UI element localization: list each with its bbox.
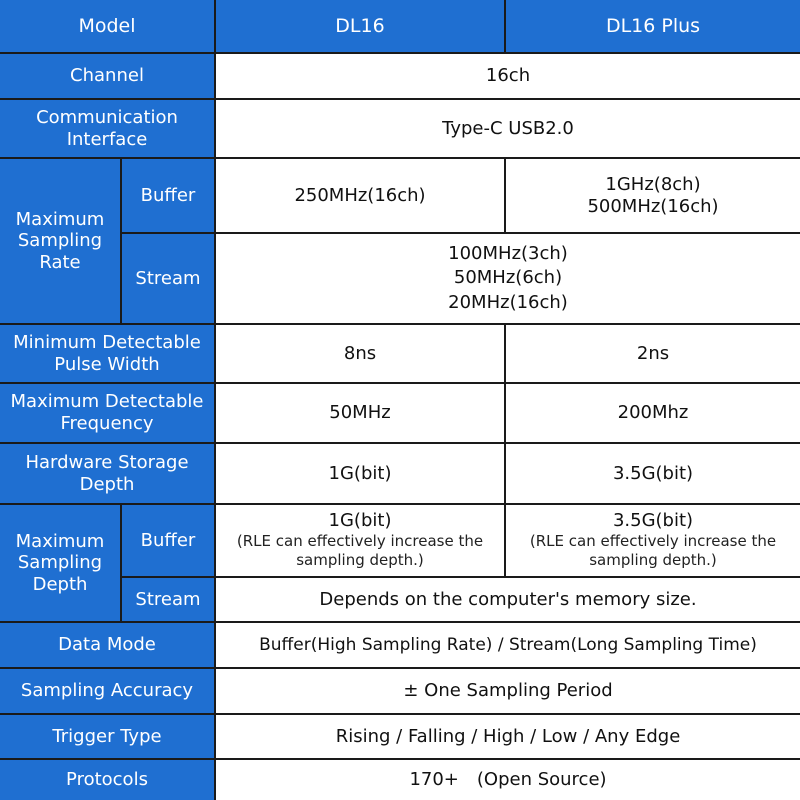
msr-buffer-plus-line1: 1GHz(8ch) [605, 173, 701, 195]
msd-stream-label: Stream [135, 588, 201, 610]
channel-value-cell [216, 54, 800, 100]
msr-buffer-plus-cell [506, 159, 800, 234]
min-pulse-plus: 2ns [636, 342, 670, 364]
row-label-max-sampling-rate [0, 159, 122, 325]
msr-label-line2: Sampling [17, 230, 103, 252]
min-pulse-plus-cell [506, 325, 800, 384]
min-pulse-dl16: 8ns [343, 342, 377, 364]
row-label-communication [0, 100, 216, 159]
msr-stream-label: Stream [135, 267, 201, 289]
comm-value-cell [216, 100, 800, 159]
row-label-min-pulse [0, 325, 216, 384]
msd-buffer-label-cell [122, 505, 216, 578]
comm-label-line1: Communication [36, 106, 178, 128]
max-freq-label-line1: Maximum Detectable [10, 391, 204, 413]
row-label-max-freq [0, 384, 216, 444]
row-label-protocols [0, 760, 216, 800]
trigger-value: Rising / Falling / High / Low / Any Edge [335, 725, 681, 747]
header-dl16-plus [506, 0, 800, 54]
msd-plus-note-line1: (RLE can effectively increase the [529, 531, 777, 550]
protocols-label: Protocols [66, 769, 148, 791]
header-model-text: Model [78, 14, 136, 37]
storage-plus: 3.5G(bit) [612, 462, 694, 484]
protocols-value: 170+ (Open Source) [409, 769, 607, 791]
msr-buffer-dl16-cell [216, 159, 506, 234]
msd-stream-value: Depends on the computer's memory size. [319, 588, 697, 610]
msd-label-line2: Sampling [17, 552, 103, 574]
comm-value: Type-C USB2.0 [442, 117, 574, 139]
row-label-max-depth [0, 505, 122, 623]
msd-label-line1: Maximum [15, 530, 105, 552]
min-pulse-label-line1: Minimum Detectable [13, 331, 201, 353]
msd-buffer-dl16-cell [216, 505, 506, 578]
channel-label: Channel [70, 65, 144, 87]
max-freq-dl16: 50MHz [329, 402, 391, 424]
row-label-accuracy [0, 669, 216, 715]
msd-buffer-dl16: 1G(bit) [328, 510, 392, 532]
msr-label-line3: Rate [39, 251, 81, 273]
msr-stream-label-cell [122, 234, 216, 325]
data-mode-value-cell [216, 623, 800, 669]
msd-label-line3: Depth [32, 573, 88, 595]
msd-stream-value-cell [216, 578, 800, 623]
header-model [0, 0, 216, 54]
header-dl16-plus-text: DL16 Plus [605, 14, 701, 37]
max-freq-plus: 200Mhz [617, 402, 689, 424]
data-mode-label: Data Mode [58, 634, 156, 656]
msr-buffer-label-cell [122, 159, 216, 234]
msd-stream-label-cell [122, 578, 216, 623]
row-label-channel [0, 54, 216, 100]
data-mode-value: Buffer(High Sampling Rate) / Stream(Long Sampling Time) [259, 634, 757, 655]
max-freq-plus-cell [506, 384, 800, 444]
msd-dl16-note-line1: (RLE can effectively increase the [236, 531, 484, 550]
row-label-storage [0, 444, 216, 505]
min-pulse-dl16-cell [216, 325, 506, 384]
msr-stream-line1: 100MHz(3ch) [448, 243, 568, 265]
trigger-value-cell [216, 715, 800, 760]
msr-stream-line3: 20MHz(16ch) [448, 291, 568, 313]
row-label-data-mode [0, 623, 216, 669]
accuracy-value-cell [216, 669, 800, 715]
storage-dl16-cell [216, 444, 506, 505]
protocols-value-cell [216, 760, 800, 800]
msd-buffer-plus-cell [506, 505, 800, 578]
comm-label-line2: Interface [66, 128, 148, 150]
msd-plus-note-line2: sampling depth.) [589, 551, 717, 570]
msd-dl16-note-line2: sampling depth.) [296, 551, 424, 570]
msr-label-line1: Maximum [15, 208, 105, 230]
msr-stream-line2: 50MHz(6ch) [453, 267, 563, 289]
msr-buffer-plus-line2: 500MHz(16ch) [587, 195, 719, 217]
min-pulse-label-line2: Pulse Width [54, 353, 160, 375]
header-dl16-text: DL16 [335, 14, 385, 37]
accuracy-label: Sampling Accuracy [20, 680, 194, 702]
msr-buffer-label: Buffer [140, 184, 196, 206]
storage-label-line2: Depth [79, 473, 135, 495]
msd-buffer-label: Buffer [140, 529, 196, 551]
accuracy-value: ± One Sampling Period [403, 680, 613, 702]
msr-buffer-dl16: 250MHz(16ch) [294, 184, 426, 206]
storage-plus-cell [506, 444, 800, 505]
channel-value: 16ch [485, 65, 531, 87]
msd-buffer-plus: 3.5G(bit) [612, 510, 694, 532]
trigger-label: Trigger Type [52, 725, 162, 747]
storage-dl16: 1G(bit) [328, 462, 392, 484]
max-freq-label-line2: Frequency [60, 413, 154, 434]
msr-stream-value-cell [216, 234, 800, 325]
row-label-trigger [0, 715, 216, 760]
max-freq-dl16-cell [216, 384, 506, 444]
storage-label-line1: Hardware Storage [25, 451, 189, 473]
header-dl16 [216, 0, 506, 54]
